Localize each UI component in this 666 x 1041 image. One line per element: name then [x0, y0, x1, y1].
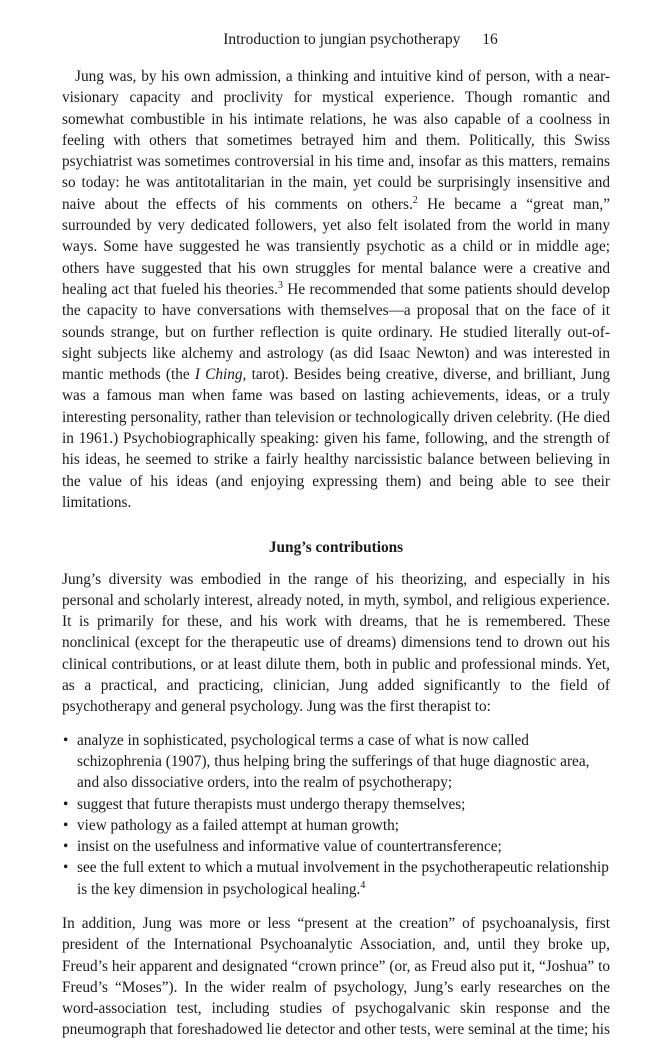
paragraph-intro-part-a: Jung was, by his own admission, a thinking and intuitive kind of person, with a near-visionary capacity and proclivity for mystical experience. Though romantic and somewhat combustible in his intimate relations, he was also capable of a coolness in feeling with others that sometimes betrayed him and them. Politically, this Swiss psychiatrist was sometimes controversial in his time and, insofar as this matters, remains so today: he was antitotalitarian in the main, yet could be surprisingly insensitive and naive about the effects of his comments on others. [62, 68, 610, 213]
footnote-ref-3: 3 [277, 279, 283, 291]
paragraph-intro-part-b: He became a “great man,” surrounded by very dedicated followers, yet also felt isolated from the world in many ways. Some have suggested he was transiently psychotic as a child or in middle age; others have suggested that his own struggles for mental balance were a creative and healing act that fueled his theories. [62, 195, 610, 298]
list-item [62, 794, 610, 815]
list-item-text: analyze in sophisticated, psychological terms a case of what is now called schizophrenia (1907), thus helping bring the sufferings of that huge diagnostic area, and also dissociative orders, into the realm of psychotherapy; [77, 731, 590, 792]
contributions-list [62, 730, 610, 900]
paragraph-contributions: Jung’s diversity was embodied in the range of his theorizing, and especially in his personal and scholarly interest, already noted, in myth, symbol, and religious experience. It is primarily for these, and his work with dreams, that he is remembered. These nonclinical (except for the therapeutic use of dreams) dimensions tend to drown out his clinical contributions, or at least dilute them, both in public and professional minds. Yet, as a practical, and practicing, clinician, Jung added significantly to the field of psychotherapy and general psychology. Jung was the first therapist to: [62, 570, 610, 716]
footnote-ref-4: 4 [360, 879, 366, 891]
list-item-text: insist on the usefulness and informative value of countertransference; [77, 838, 502, 856]
bullet-marker: • [63, 731, 69, 749]
bullet-marker: • [63, 795, 69, 813]
bullet-marker: • [63, 859, 69, 877]
page-body [62, 66, 610, 1041]
list-item-text: view pathology as a failed attempt at human growth; [77, 816, 399, 834]
list-item [62, 836, 610, 857]
page-number: 16 [482, 31, 498, 48]
paragraph-in-addition: In addition, Jung was more or less “present at the creation” of psychoanalysis, first president of the International Psychoanalytic Association, and, until they broke up, Freud’s heir apparent and designated “crown prince” (or, as Freud also put it, “Joshua” to Freud’s “Moses”). In the wider realm of psychology, Jung’s early researches on the word-association test, including studies of psychogalvanic skin response and the pneumograph that foreshadowed lie detector and other tests, were seminal at the time; his [62, 914, 610, 1039]
list-item-text: see the full extent to which a mutual involvement in the psychotherapeutic relationship is the key dimension in psychological healing. [77, 859, 609, 898]
footnote-ref-2: 2 [412, 194, 418, 206]
paragraph-intro-part-d: tarot). Besides being creative, diverse, and brilliant, Jung was a famous man when fame was based on lasting achievements, ideas, or a truly interesting personality, rather than television or technologically driven celebrity. (He died in 1961.) Psychobiographically speaking: given his fame, following, and the strength of his ideas, he seemed to strike a fairly healthy narcissistic balance between believing in the value of his ideas (and enjoying expressing them) and being able to see their limitations. [62, 366, 611, 511]
list-item-text: suggest that future therapists must undergo therapy themselves; [77, 795, 466, 813]
running-header [0, 31, 666, 49]
bullet-marker: • [63, 816, 69, 834]
list-item [62, 857, 610, 900]
italic-title-i-ching: I Ching, [194, 366, 247, 384]
list-item [62, 815, 610, 836]
running-title: Introduction to jungian psychotherapy [223, 31, 461, 48]
paragraph-intro [62, 66, 610, 513]
list-item [62, 730, 610, 794]
section-heading: Jung’s contributions [268, 539, 404, 557]
bullet-marker: • [63, 838, 69, 856]
paragraph-intro-part-c: He recommended that some patients should develop the capacity to have conversations with themselves—a proposal that on the face of it sounds strange, but on further reflection is quite ordinary. He studied literally out-of-sight subjects like alchemy and astrology (as did Isaac Newton) and was interested in mantic methods (the [62, 280, 610, 384]
